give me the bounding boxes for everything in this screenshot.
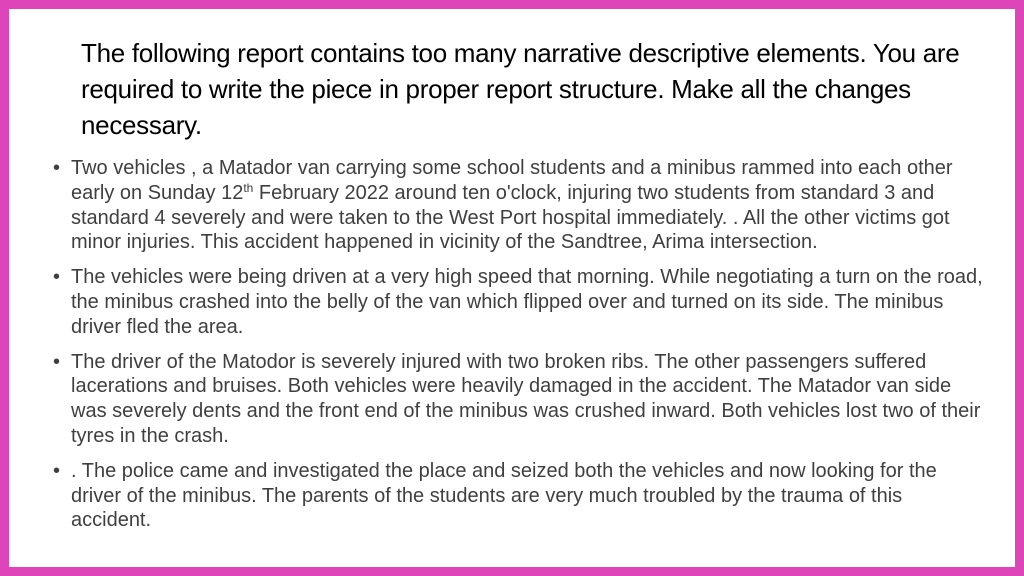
bullet-text: The vehicles were being driven at a very high speed that morning. While negotiating a turn on the road, the minibus crashed into the belly of the van which flipped over and turned on its side. The minibus driver fled the area. [71, 266, 983, 338]
bullet-item [53, 459, 983, 533]
bullet-marker: • [53, 459, 61, 482]
bullet-text-part: February 2022 around ten o'clock, injuring two students from standard 3 and standard 4 severely and were taken to the West Port hospital immediately. . All the other victims got minor injuries. This accident happened in vicinity of the Sandtree, Arima intersection. [71, 181, 950, 254]
bullet-item [53, 350, 983, 449]
bullet-marker: • [53, 157, 61, 179]
bullet-text-part: Two vehicles , a Matador van carrying some school students and a minibus rammed into each other early on Sunday 12 [71, 157, 953, 204]
bullet-item [53, 265, 983, 339]
bullet-text: The driver of the Matodor is severely injured with two broken ribs. The other passengers suffered lacerations and bruises. Both vehicles were heavily damaged in the accident. The Matador van side was severely dents and the front end of the minibus was crushed inward. Both vehicles lost two of their tyres in the crash. [71, 350, 981, 447]
bullet-marker: • [53, 350, 61, 373]
slide-title: The following report contains too many narrative descriptive elements. You are required to write the piece in proper report structure. Make all the changes necessary. [81, 38, 960, 140]
bullet-text: . The police came and investigated the place and seized both the vehicles and now looking for the driver of the minibus. The parents of the students are very much troubled by the trauma of this accident. [71, 459, 937, 532]
bullet-item [53, 156, 983, 255]
bullet-list [53, 156, 983, 543]
ordinal-superscript: th [243, 180, 254, 195]
bullet-marker: • [53, 266, 61, 289]
